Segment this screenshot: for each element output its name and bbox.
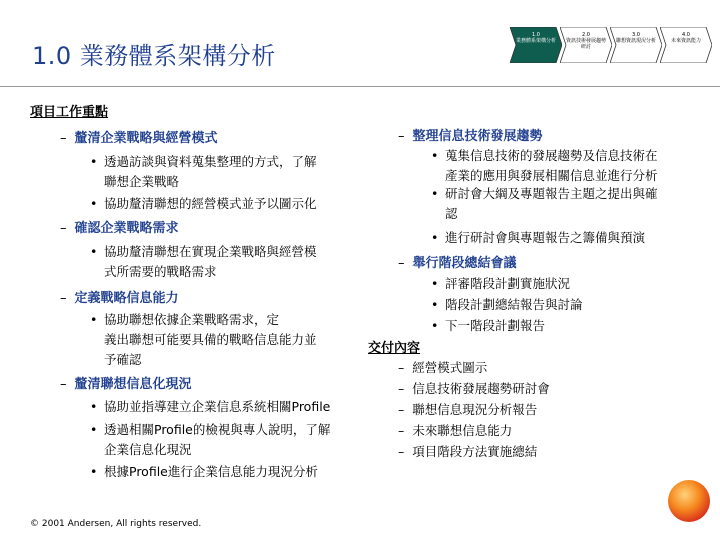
work-item-title-text: 舉行階段總結會議 — [412, 256, 517, 271]
phase-chevron-1 — [510, 27, 562, 63]
work-item-title: – 整理信息技術發展趨勢 — [398, 129, 543, 144]
work-item-title: – 釐清聯想信息化現況 — [60, 377, 192, 392]
phase-label: 業務體系架構分析 — [516, 38, 557, 44]
bullet-item: • 協助釐清聯想的經營模式並予以圖示化 — [90, 196, 317, 211]
bullet-item: • 協助並指導建立企業信息系統相關Profile — [90, 399, 331, 414]
page-title: 1.0 業務體系架構分析 — [32, 42, 276, 70]
deliverable-item: – 經營模式圖示 — [398, 360, 488, 375]
work-item-title: – 舉行階段總結會議 — [398, 256, 517, 271]
deliverable-item: – 未來聯想信息能力 — [398, 423, 513, 438]
bullet-item: • 下一階段計劃報告 — [431, 318, 546, 333]
bullet-item: • 透過訪談與資料蒐集整理的方式，了解 聯想企業戰略 — [90, 154, 317, 189]
phase-chevron-4 — [660, 27, 712, 63]
copyright-notice: © 2001 Andersen, All rights reserved. — [30, 519, 202, 529]
work-item-title-text: 定義戰略信息能力 — [74, 291, 179, 306]
bullet-item: • 協助聯想依據企業戰略需求，定 義出聯想可能要具備的戰略信息能力並 予確認 — [90, 312, 317, 367]
work-item-title: – 定義戰略信息能力 — [60, 291, 179, 306]
bullet-item: • 蒐集信息技術的發展趨勢及信息技術在 產業的應用與發展相關信息並進行分析 — [431, 148, 658, 183]
andersen-logo-icon — [668, 480, 710, 522]
deliverable-item: – 信息技術發展趨勢研討會 — [398, 381, 550, 396]
phase-chevron-2 — [560, 27, 612, 63]
work-focus-heading: 項目工作重點 — [30, 105, 109, 120]
phase-number: 4.0 — [682, 32, 690, 38]
phase-number: 2.0 — [582, 32, 590, 38]
bullet-item: • 研討會大綱及專題報告主題之提出與確 認 — [431, 186, 658, 221]
bullet-item: • 階段計劃總結報告與討論 — [431, 297, 583, 312]
work-item-title: – 確認企業戰略需求 — [60, 221, 179, 236]
phase-number: 3.0 — [632, 32, 640, 38]
deliverables-heading: 交付內容 — [368, 341, 421, 356]
deliverable-item: – 聯想信息現況分析報告 — [398, 402, 538, 417]
bullet-item: • 評審階段計劃實施狀況 — [431, 276, 571, 291]
bullet-item: • 根據Profile進行企業信息能力現況分析 — [90, 464, 318, 479]
phase-chevron-3 — [610, 27, 662, 63]
deliverable-item: – 項目階段方法實施總結 — [398, 444, 538, 459]
work-item-title-text: 確認企業戰略需求 — [74, 221, 179, 236]
title-divider — [0, 86, 720, 87]
work-item-title-text: 釐清聯想信息化現況 — [74, 377, 192, 392]
work-item-title: – 釐清企業戰略與經營模式 — [60, 131, 218, 146]
phase-label: 未來資訊能力 — [670, 38, 701, 44]
phase-number: 1.0 — [532, 32, 540, 38]
phase-label: 聯想資訊現況分析 — [616, 38, 657, 44]
work-item-title-text: 整理信息技術發展趨勢 — [412, 129, 543, 144]
bullet-item: • 進行研討會與專題報告之籌備與預演 — [431, 230, 646, 245]
phase-label: 資訊技術發展趨勢研討 — [566, 38, 607, 50]
bullet-item: • 協助釐清聯想在實現企業戰略與經營模 式所需要的戰略需求 — [90, 244, 317, 279]
bullet-item: • 透過相關Profile的檢視與專人說明，了解 企業信息化現況 — [90, 422, 331, 457]
work-item-title-text: 釐清企業戰略與經營模式 — [74, 131, 218, 146]
